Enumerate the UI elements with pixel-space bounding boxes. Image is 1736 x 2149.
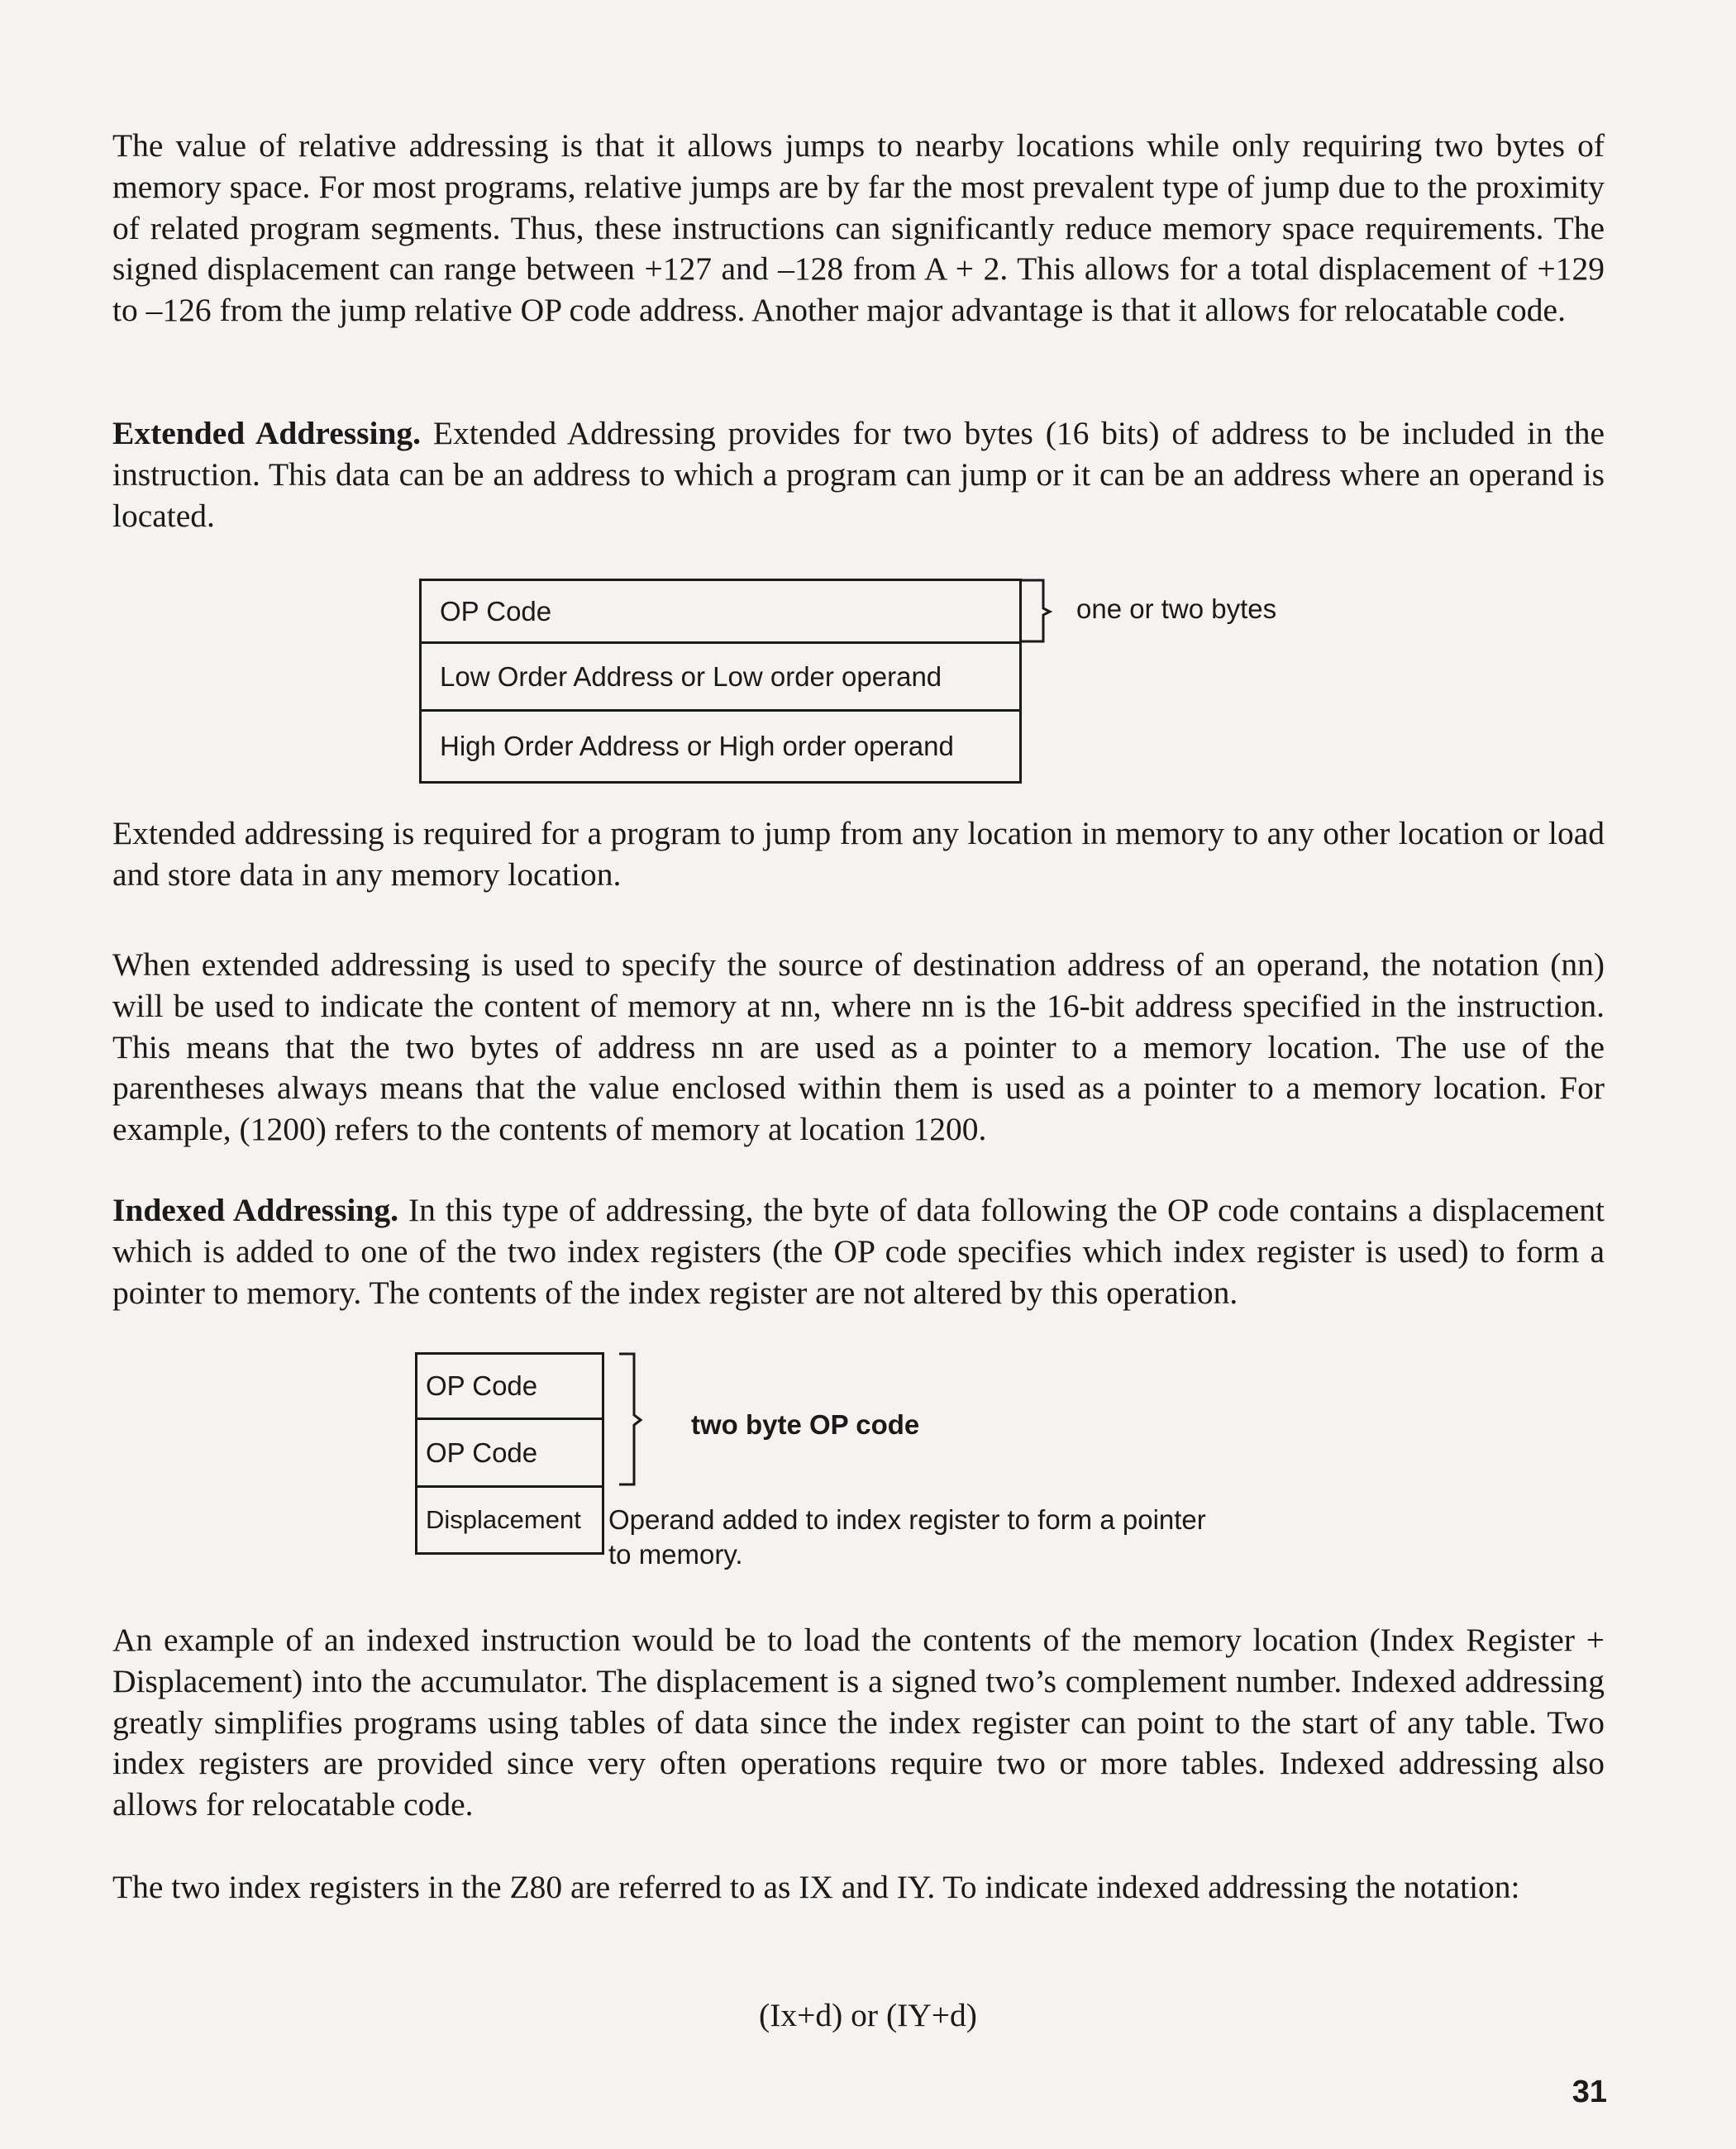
indexed-row-op-code-1: OP Code: [417, 1355, 602, 1420]
displacement-note: [608, 1503, 1206, 1572]
indexed-notation: (Ix+d) or (IY+d): [759, 1997, 977, 2033]
paragraph-extended-notation: When extended addressing is used to specify the source of destination address of an operand, the notation (nn) will be used to indicate the content of memory at nn, where nn is the 16-bit address specified in the instruction. This means that the two bytes of address nn are used as a pointer to a memory location. The use of the parentheses always means that the value enclosed within them is used as a pointer to a memory location. For example, (1200) refers to the contents of memory at location 1200.: [112, 946, 1605, 1148]
extended-brace-note: one or two bytes: [1076, 593, 1277, 624]
diagram-row-low-order: Low Order Address or Low order operand: [422, 644, 1019, 712]
indexed-row-op-code-2: OP Code: [417, 1420, 602, 1488]
paragraph-extended-required: Extended addressing is required for a program to jump from any location in memory to any other location or load and store data in any memory location.: [112, 815, 1605, 893]
paragraph-indexed-addressing: [112, 1190, 1605, 1313]
indexed-row-displacement: Displacement: [426, 1505, 581, 1534]
paragraph-relative-addressing: The value of relative addressing is that it allows jumps to nearby locations while only requiring two bytes of memory space. For most programs, relative jumps are by far the most prevalent type of jump due to the proximity of related program segments. Thus, these instructions can significantly reduce memory space requirements. The signed displacement can range between +127 and –128 from A + 2. This allows for a total displacement of +129 to –126 from the jump relative OP code address. Another major advantage is that it allows for relocatable code.: [112, 127, 1605, 329]
indexed-brace-note: two byte OP code: [691, 1409, 920, 1440]
paragraph-indexed-example: An example of an indexed instruction would be to load the contents of the memory location (Index Register + Displacement) into the accumulator. The displacement is a signed two’s complement number. Indexed addressing greatly simplifies programs using tables of data since the index register can point to the start of any table. Two index registers are provided since very often operations require two or more tables. Indexed addressing also allows for relocatable code.: [112, 1622, 1605, 1823]
heading-indexed-addressing: Indexed Addressing.: [112, 1192, 398, 1228]
indexed-addressing-text: In this type of addressing, the byte of data following the OP code contains a displacement which is added to one of the two index registers (the OP code specifies which index register is used) to form a pointer to memory. The contents of the index register are not altered by this operation.: [112, 1192, 1605, 1311]
diagram-row-high-order: High Order Address or High order operand: [440, 731, 954, 761]
indexed-addressing-diagram: [415, 1352, 604, 1555]
displacement-note-line-1: Operand added to index register to form a pointer: [608, 1504, 1206, 1535]
extended-addressing-diagram: [419, 579, 1022, 784]
heading-extended-addressing: Extended Addressing.: [112, 415, 422, 451]
paragraph-extended-addressing: [112, 413, 1605, 536]
extended-addressing-text: Extended Addressing provides for two bytes (16 bits) of address to be included in the instruction. This data can be an address to which a program can jump or it can be an address where an operand is located.: [112, 415, 1605, 534]
page-number: 31: [1571, 2075, 1607, 2109]
displacement-note-line-2: to memory.: [608, 1539, 743, 1570]
paragraph-index-registers: The two index registers in the Z80 are referred to as IX and IY. To indicate indexed addressing the notation:: [112, 1869, 1520, 1905]
diagram-row-op-code: OP Code: [422, 581, 1019, 644]
brace-icon: [1022, 579, 1055, 645]
brace-icon-indexed: [604, 1352, 654, 1488]
